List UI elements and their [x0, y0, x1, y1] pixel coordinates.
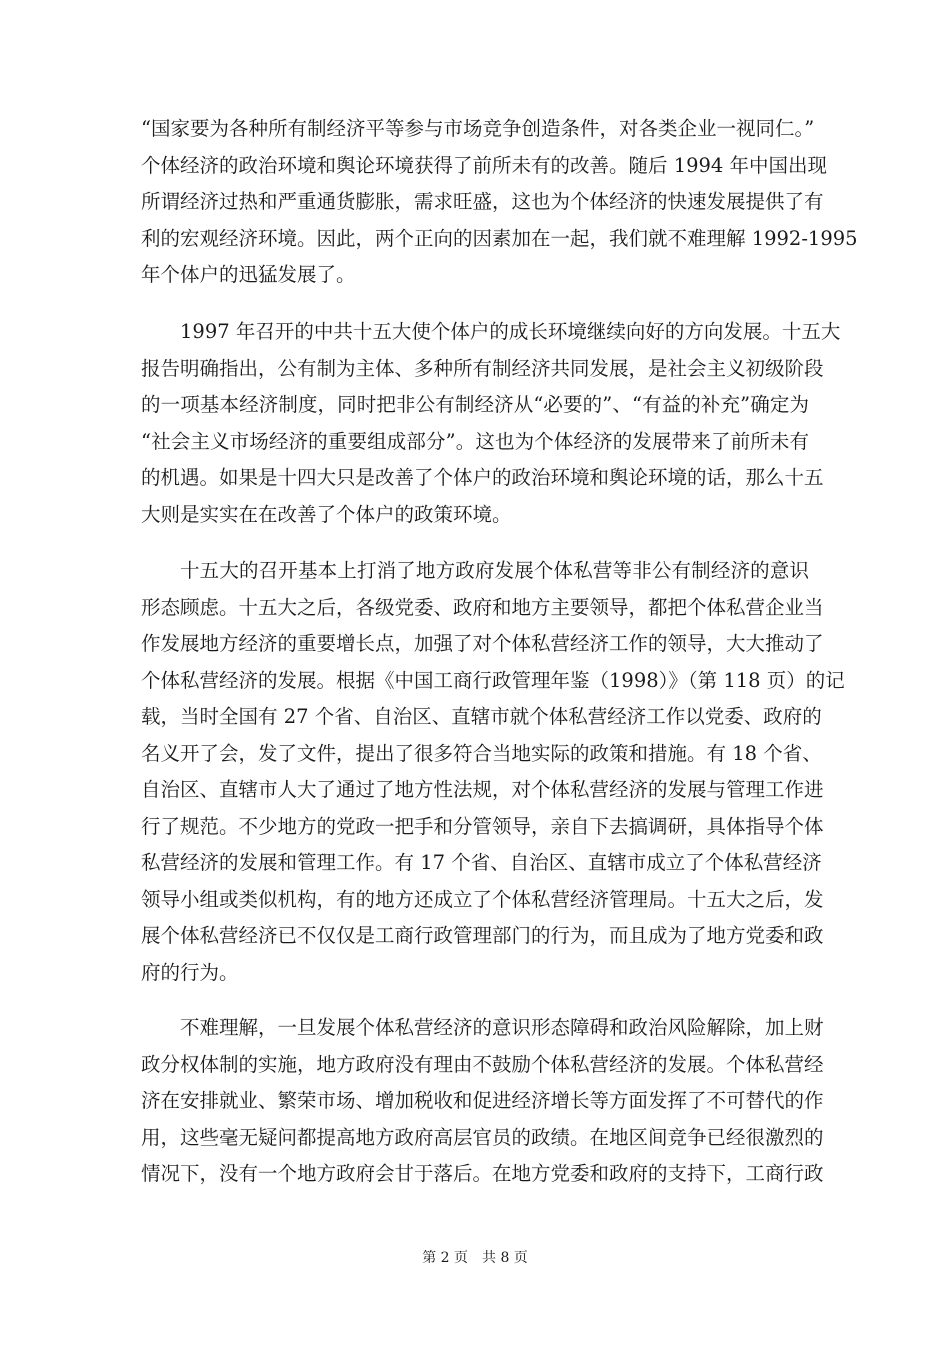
paragraph-line: 自治区、直辖市人大了通过了地方性法规，对个体私营经济的发展与管理工作进	[141, 778, 824, 801]
page-number-total: 共 8 页	[482, 1250, 528, 1266]
paragraph-line: 利的宏观经济环境。因此，两个正向的因素加在一起，我们就不难理解 1992-1995	[141, 226, 858, 250]
paragraph-line: 用，这些毫无疑问都提高地方政府高层官员的政绩。在地区间竞争已经很激烈的	[141, 1125, 824, 1149]
paragraph-line: 1997 年召开的中共十五大使个体户的成长环境继续向好的方向发展。十五大	[180, 320, 841, 343]
paragraph-line: 私营经济的发展和管理工作。有 17 个省、自治区、直辖市成立了个体私营经济	[141, 851, 822, 874]
paragraph-line: 报告明确指出，公有制为主体、多种所有制经济共同发展，是社会主义初级阶段	[141, 356, 824, 380]
paragraph-line: 府的行为。	[141, 960, 239, 984]
paragraph-line: 名义开了会，发了文件，提出了很多符合当地实际的政策和措施。有 18 个省、	[141, 741, 822, 765]
paragraph-line: “国家要为各种所有制经济平等参与市场竞争创造条件，对各类企业一视同仁。”	[141, 117, 815, 140]
paragraph-4	[141, 1010, 824, 1193]
page-number-current: 第 2 页	[422, 1250, 468, 1266]
paragraph-line: 情况下，没有一个地方政府会甘于落后。在地方党委和政府的支持下，工商行政	[141, 1162, 824, 1185]
paragraph-line: 形态顾虑。十五大之后，各级党委、政府和地方主要领导，都把个体私营企业当	[141, 595, 824, 619]
paragraph-line: 个体私营经济的发展。根据《中国工商行政管理年鉴（1998）》（第 118 页）的记	[141, 668, 845, 692]
paragraph-line: 作发展地方经济的重要增长点，加强了对个体私营经济工作的领导，大大推动了	[141, 632, 824, 655]
paragraph-1	[141, 111, 858, 294]
paragraph-3	[141, 553, 845, 991]
paragraph-line: “社会主义市场经济的重要组成部分”。这也为个体经济的发展带来了前所未有	[141, 429, 809, 453]
paragraph-line: 个体经济的政治环境和舆论环境获得了前所未有的改善。随后 1994 年中国出现	[141, 153, 828, 177]
paragraph-line: 展个体私营经济已不仅仅是工商行政管理部门的行为，而且成为了地方党委和政	[141, 924, 824, 947]
paragraph-line: 年个体户的迅猛发展了。	[141, 263, 356, 286]
paragraph-line: 十五大的召开基本上打消了地方政府发展个体私营等非公有制经济的意识	[180, 559, 809, 582]
page-footer	[0, 1247, 950, 1267]
paragraph-2	[141, 314, 841, 533]
paragraph-line: 不难理解，一旦发展个体私营经济的意识形态障碍和政治风险解除，加上财	[180, 1016, 824, 1039]
paragraph-line: 所谓经济过热和严重通货膨胀，需求旺盛，这也为个体经济的快速发展提供了有	[141, 190, 824, 213]
paragraph-line: 领导小组或类似机构，有的地方还成立了个体私营经济管理局。十五大之后，发	[141, 887, 824, 911]
paragraph-line: 的一项基本经济制度，同时把非公有制经济从“必要的”、“有益的补充”确定为	[141, 393, 809, 416]
paragraph-line: 政分权体制的实施，地方政府没有理由不鼓励个体私营经济的发展。个体私营经	[141, 1052, 824, 1076]
paragraph-line: 的机遇。如果是十四大只是改善了个体户的政治环境和舆论环境的话，那么十五	[141, 466, 824, 489]
paragraph-line: 行了规范。不少地方的党政一把手和分管领导，亲自下去搞调研，具体指导个体	[141, 814, 824, 838]
paragraph-line: 大则是实实在在改善了个体户的政策环境。	[141, 502, 512, 526]
paragraph-line: 载，当时全国有 27 个省、自治区、直辖市就个体私营经济工作以党委、政府的	[141, 705, 822, 728]
paragraph-line: 济在安排就业、繁荣市场、增加税收和促进经济增长等方面发挥了不可替代的作	[141, 1089, 824, 1112]
